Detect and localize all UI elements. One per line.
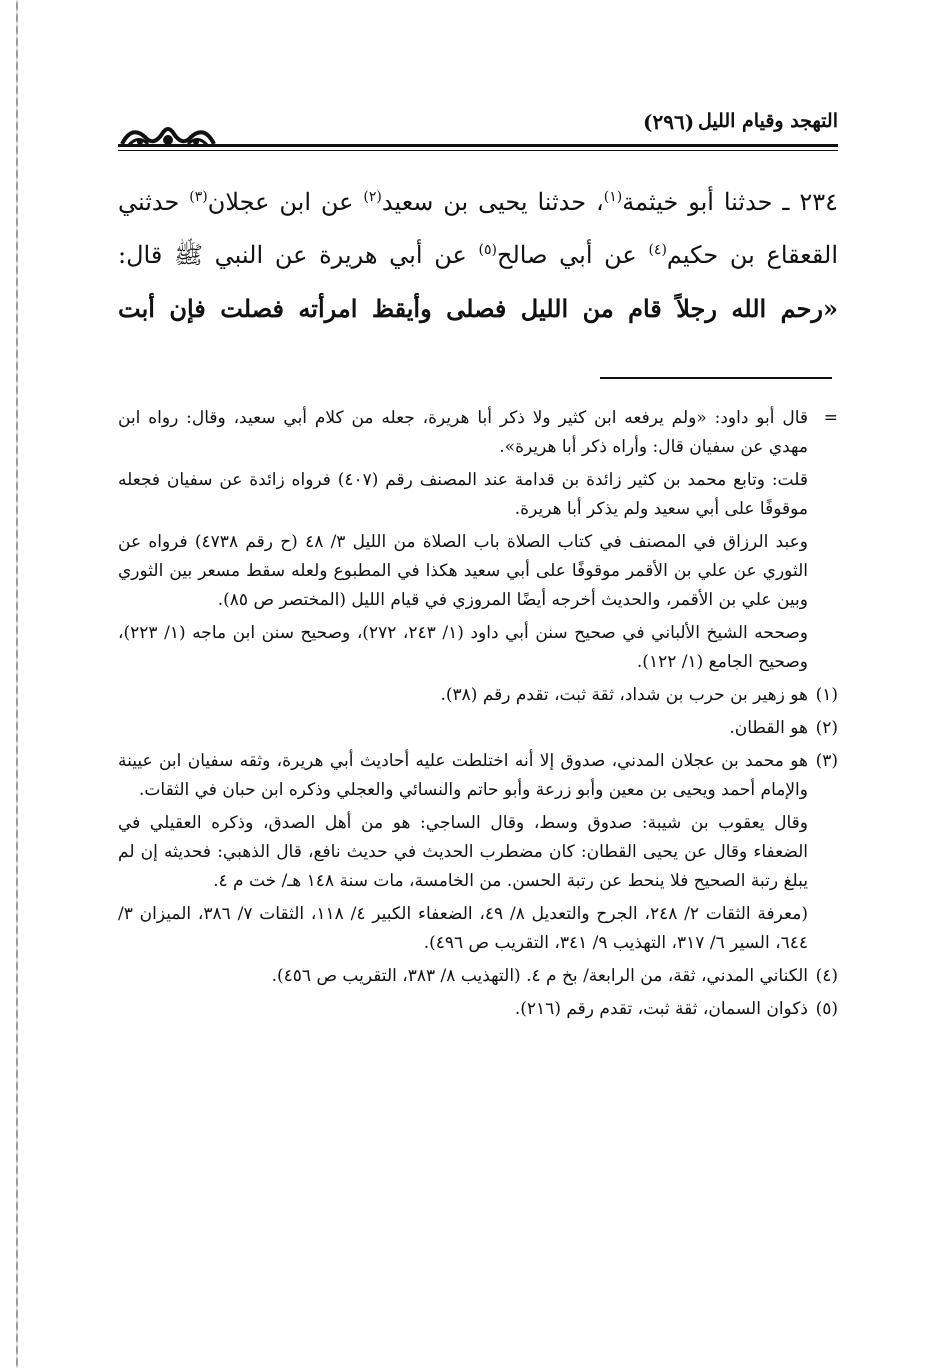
continuation-text-1: قال أبو داود: «ولم يرفعه ابن كثير ولا ذكر أبا هريرة، جعله من كلام أبي سعيد، وقال: رواه ابن مهدي عن سفيان قال: وأراه ذكر أبا هريرة». [118,408,808,457]
footnote-continuation [118,404,838,462]
hadith-number-chain: ٢٣٤ ـ حدثنا أبو خيثمة [622,188,838,216]
footnote-separator [600,377,832,379]
footnote-1-marker: (١) [815,685,838,705]
page-number: (٢٩٦) [643,110,695,134]
footnote-ref-3: (٣) [189,189,208,205]
footnote-5-text: ذكوان السمان، ثقة ثبت، تقدم رقم (٢١٦). [514,999,808,1019]
footnote-5 [118,995,838,1024]
header-rule-thick [118,144,838,147]
footnote-4-marker: (٤) [815,966,838,986]
footnote-3-text: هو محمد بن عجلان المدني، صدوق إلا أنه اختلطت عليه أحاديث أبي هريرة، وثقه سفيان ابن عيينة والإمام أحمد ويحيى بن معين وأبو زرعة وأبو حاتم والنسائي والعجلي وذكره ابن حبان في الثقات. [118,751,808,800]
footnote-4-text: الكناني المدني، ثقة، من الرابعة/ بخ م ٤. (التهذيب ٨/ ٣٨٣، التقريب ص ٤٥٦). [271,966,808,986]
page-header [118,108,838,160]
footnote-3 [118,747,838,805]
chain-text-2: ، حدثنا يحيى بن سعيد [381,188,604,216]
continuation-text-2: قلت: وتابع محمد بن كثير زائدة بن قدامة عند المصنف رقم (٤٠٧) فرواه زائدة عن سفيان فجعله موقوفًا على أبي سعيد ولم يذكر أبا هريرة. [118,470,809,519]
footnote-1 [118,681,838,710]
footnote-ref-4: (٤) [648,242,667,258]
binding-margin [16,0,18,1368]
footnote-ref-5: (٥) [478,242,497,258]
footnote-2 [118,714,838,743]
footnote-4 [118,962,838,991]
footnote-ref-2: (٢) [363,189,382,205]
footnote-ref-1: (١) [603,189,623,205]
chain-text-3: عن ابن عجلان [207,188,364,216]
footnotes-section [118,404,838,1028]
chain-text-5: عن أبي صالح [496,241,649,269]
running-title: التهجد وقيام الليل [697,110,838,132]
header-rule-thin [118,150,838,151]
footnote-2-marker: (٢) [815,718,838,738]
footnote-1-text: هو زهير بن حرب بن شداد، ثقة ثبت، تقدم رقم (٣٨). [440,685,808,705]
footnote-3-marker: (٣) [815,751,838,771]
hadith-text [118,176,838,336]
chain-text-6: عن أبي هريرة عن النبي ﷺ قال: [118,241,479,269]
hadith-matn: «رحم الله رجلاً قام من الليل فصلى وأيقظ امرأته فصلت فإن أبت [118,294,838,323]
ornament-icon [118,116,218,154]
continuation-text-4: وصححه الشيخ الألباني في صحيح سنن أبي داود (١/ ٢٤٣، ٢٧٢)، وصحيح سنن ابن ماجه (١/ ٢٢٣)، وصحيح الجامع (١/ ١٢٢). [118,623,809,672]
footnote-3-text-b: وقال يعقوب بن شيبة: صدوق وسط، وقال الساجي: هو من أهل الصدق، وذكره العقيلي في الضعفاء وقال عن يحيى القطان: كان مضطرب الحديث في حديث نافع، قال الذهبي: فحديثه إن لم يبلغ رتبة الصحيح فلا ينحط عن رتبة الحسن. من الخامسة، مات سنة ١٤٨ هـ/ خت م ٤. [118,813,808,891]
chain-text-4: حدثني القعقاع بن حكيم [118,188,838,269]
continuation-marker: = [823,408,838,428]
continuation-text-3: وعبد الرزاق في المصنف في كتاب الصلاة باب الصلاة من الليل ٣/ ٤٨ (ح رقم ٤٧٣٨) فرواه عن الثوري عن علي بن الأقمر موقوفًا على أبي سعيد هكذا في المطبوع ولعله سقط مسعر بين الثوري وبين علي بن الأقمر، والحديث أخرجه أيضًا المروزي في قيام الليل (المختصر ص ٨٥). [118,532,808,610]
footnote-2-text: هو القطان. [729,718,808,738]
footnote-5-marker: (٥) [815,999,838,1019]
footnote-3-sources: (معرفة الثقات ٢/ ٢٤٨، الجرح والتعديل ٨/ ٤٩، الضعفاء الكبير ٤/ ١١٨، الثقات ٧/ ٣٨٦، الميزان ٣/ ٦٤٤، السير ٦/ ٣١٧، التهذيب ٩/ ٣٤١، التقريب ص ٤٩٦). [118,904,808,953]
